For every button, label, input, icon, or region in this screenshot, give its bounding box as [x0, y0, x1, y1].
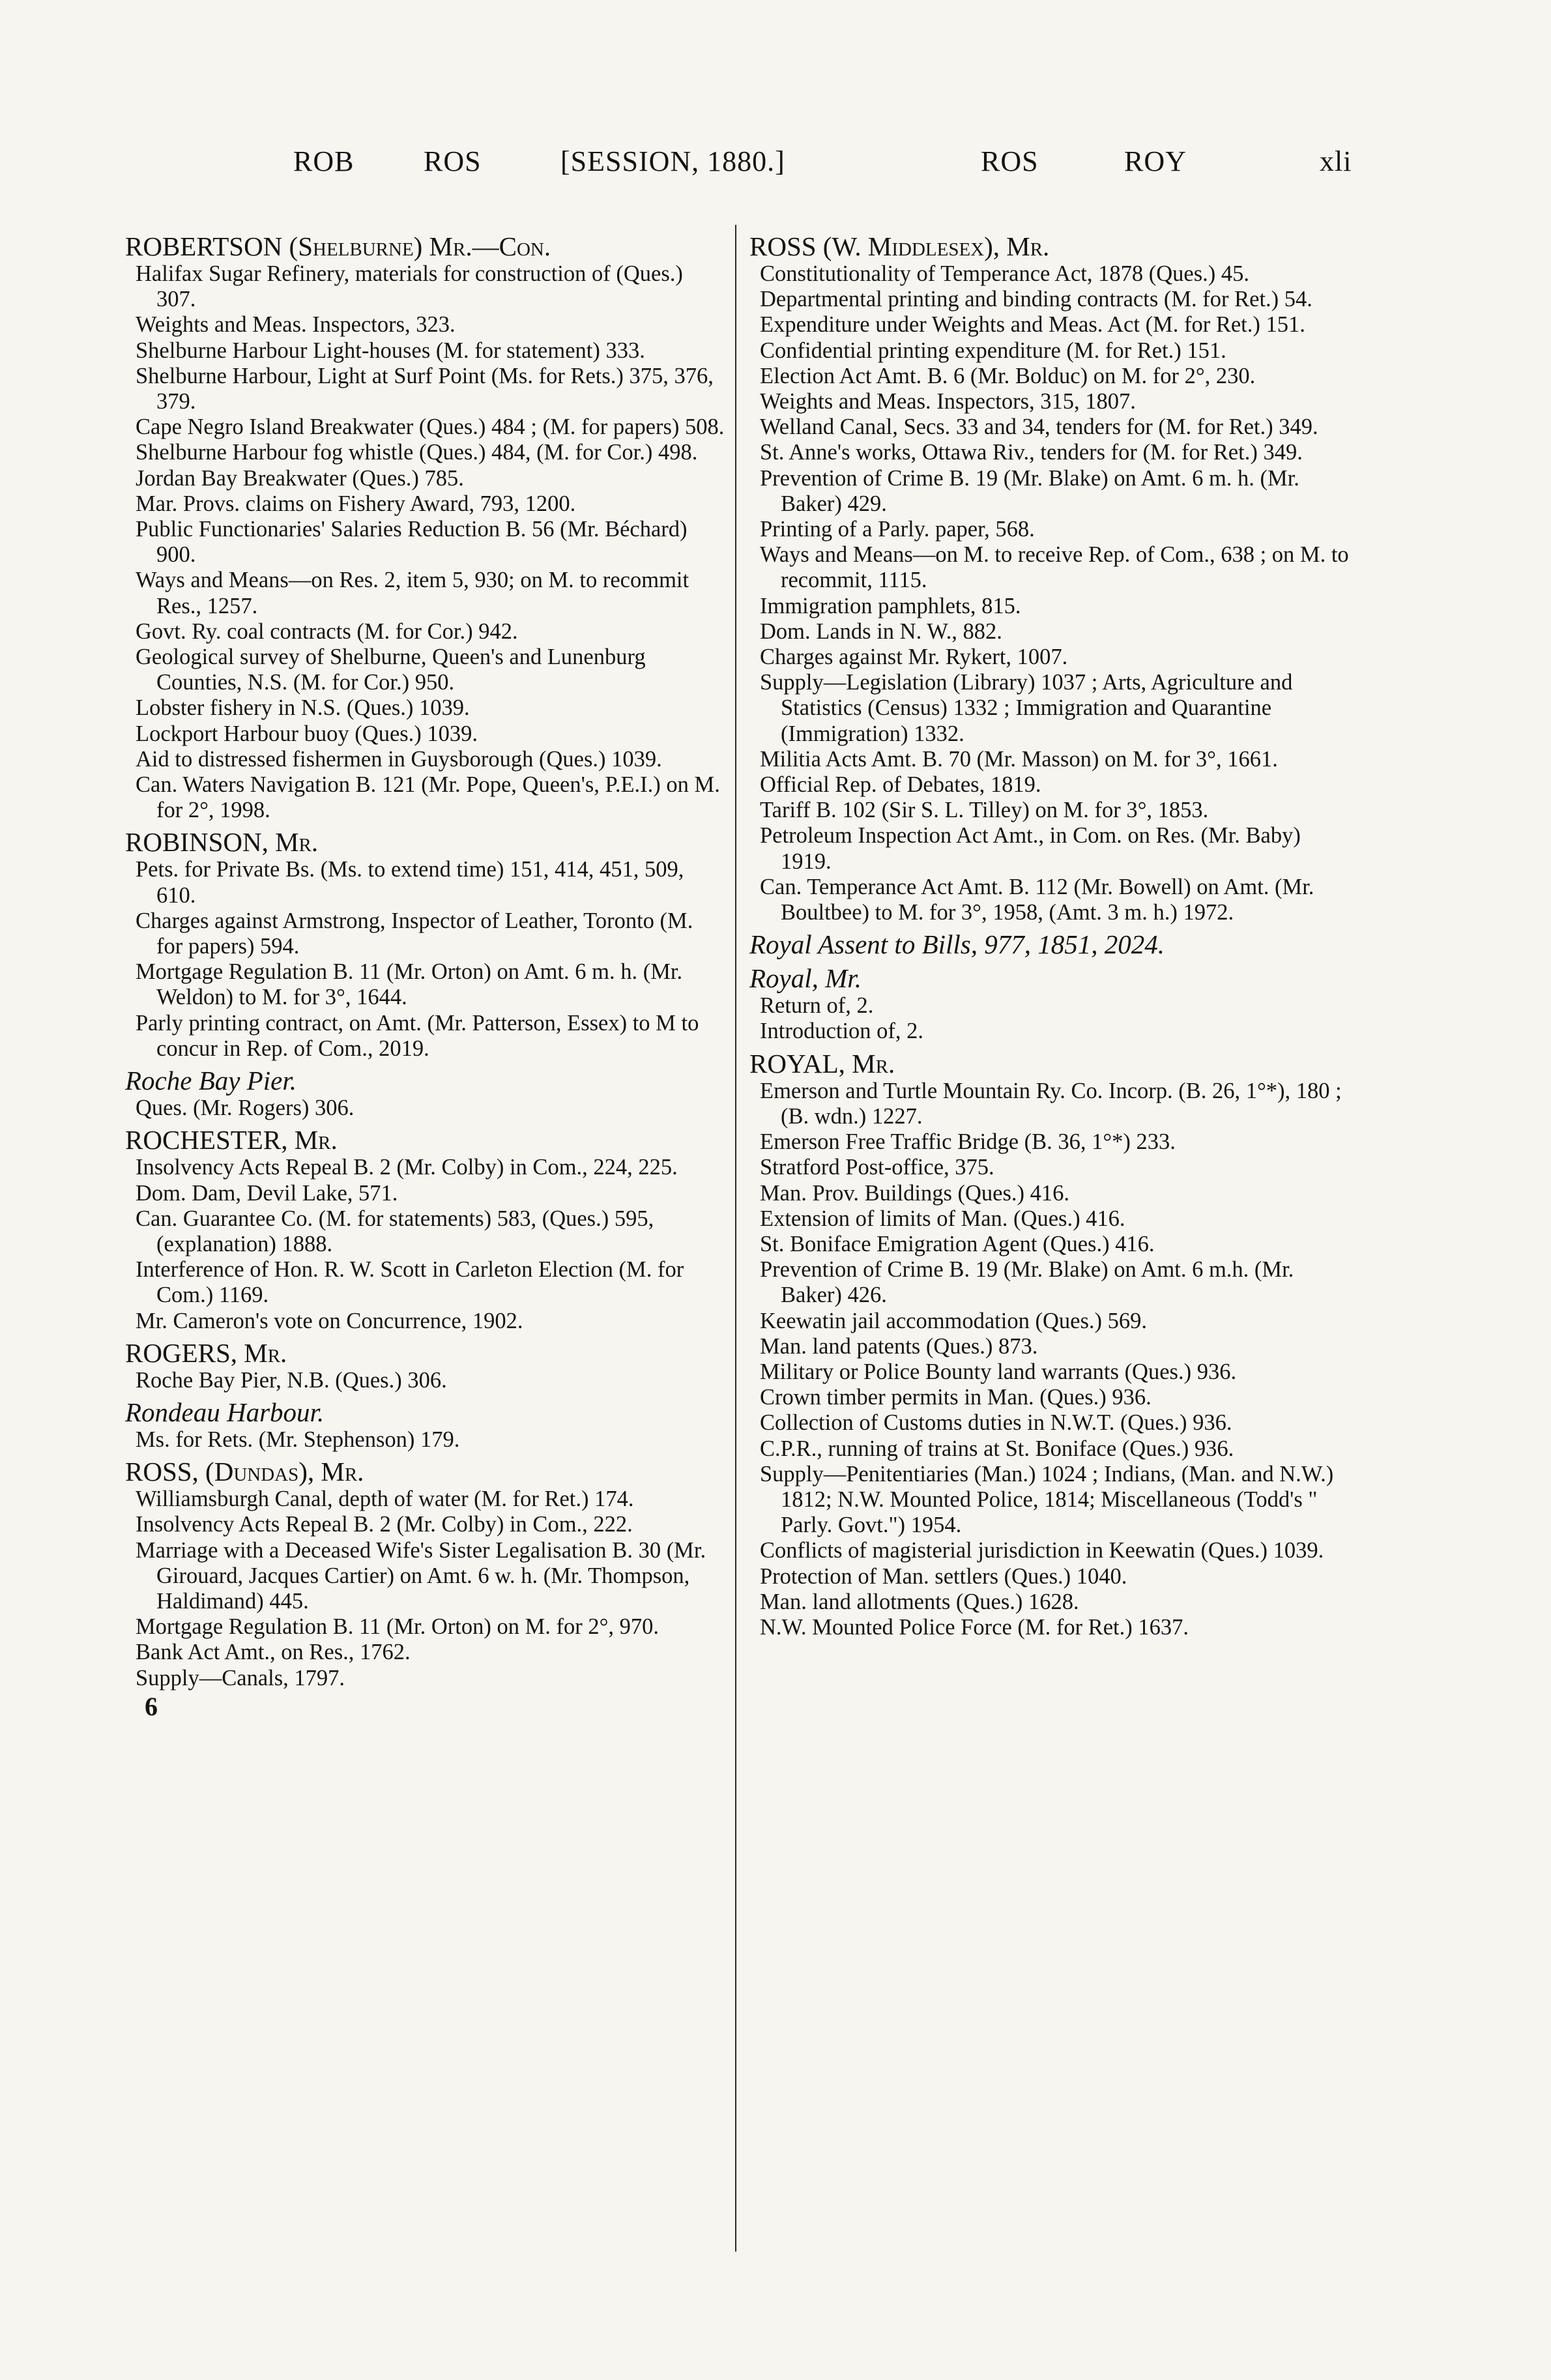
entry-subitem: Lockport Harbour buoy (Ques.) 1039. [136, 721, 478, 746]
entry-subitem: Militia Acts Amt. B. 70 (Mr. Masson) on M. for 3°, 1661. [760, 746, 1278, 772]
entry-subitem: Expenditure under Weights and Meas. Act (M. for Ret.) 151. [760, 312, 1305, 338]
entry-subitem: Public Functionaries' Salaries Reduction B. 56 (Mr. Béchard) 900. [136, 517, 688, 568]
index-entry-royal-mr [749, 1049, 1349, 1640]
entry-subitem: Supply—Canals, 1797. [136, 1665, 345, 1691]
entry-subitem: Emerson Free Traffic Bridge (B. 36, 1°*) 233. [760, 1129, 1176, 1155]
entry-subitem: Interference of Hon. R. W. Scott in Carleton Election (M. for Com.) 1169. [136, 1257, 684, 1308]
header-guide-left-end: ROS [424, 145, 482, 177]
entry-subitem: Can. Waters Navigation B. 121 (Mr. Pope, Queen's, P.E.I.) on M. for 2°, 1998. [136, 772, 720, 823]
entry-subitem: Introduction of, 2. [760, 1019, 924, 1044]
entry-subitem: Protection of Man. settlers (Ques.) 1040. [760, 1563, 1127, 1589]
entry-subitem: Ways and Means—on M. to receive Rep. of Com., 638 ; on M. to recommit, 1115. [760, 542, 1349, 593]
header-session: [SESSION, 1880.] [560, 145, 785, 177]
entry-subitem: Man. land patents (Ques.) 873. [760, 1333, 1038, 1359]
left-column [125, 231, 725, 1719]
entry-heading: ROSS, (Dundas), Mr. [125, 1457, 364, 1487]
entry-subitem: Constitutionality of Temperance Act, 1878 (Ques.) 45. [760, 261, 1250, 286]
entry-heading: ROGERS, Mr. [125, 1337, 287, 1368]
entry-subitem: Weights and Meas. Inspectors, 315, 1807. [760, 389, 1136, 414]
entry-subitem: Parly printing contract, on Amt. (Mr. Patterson, Essex) to M to concur in Rep. of Com., 2019. [136, 1010, 699, 1061]
entry-subitem: Crown timber permits in Man. (Ques.) 936. [760, 1385, 1152, 1410]
entry-subitem: Election Act Amt. B. 6 (Mr. Bolduc) on M. for 2°, 230. [760, 363, 1256, 388]
entry-subitem: Roche Bay Pier, N.B. (Ques.) 306. [136, 1367, 447, 1393]
entry-subitem: Military or Police Bounty land warrants (Ques.) 936. [760, 1359, 1237, 1384]
index-entry-rochester-mr [125, 1125, 725, 1333]
entry-subitem: Charges against Armstrong, Inspector of Leather, Toronto (M. for papers) 594. [136, 908, 693, 959]
entry-subitem: Lobster fishery in N.S. (Ques.) 1039. [136, 695, 470, 721]
entry-subitem: Prevention of Crime B. 19 (Mr. Blake) on Amt. 6 m.h. (Mr. Baker) 426. [760, 1257, 1294, 1308]
index-entry-ross-w-middlesex-mr [749, 231, 1349, 925]
entry-subitem: Williamsburgh Canal, depth of water (M. for Ret.) 174. [136, 1487, 634, 1512]
entry-subitem: Keewatin jail accommodation (Ques.) 569. [760, 1308, 1147, 1333]
entry-subitem: Welland Canal, Secs. 33 and 34, tenders for (M. for Ret.) 349. [760, 414, 1318, 440]
entry-subitem: Halifax Sugar Refinery, materials for construction of (Ques.) 307. [136, 261, 683, 312]
entry-subitem: Immigration pamphlets, 815. [760, 593, 1021, 618]
entry-subitem: Dom. Lands in N. W., 882. [760, 618, 1002, 644]
index-entry-ross-dundas-mr [125, 1457, 725, 1691]
entry-subitem: Insolvency Acts Repeal B. 2 (Mr. Colby) in Com., 222. [136, 1512, 633, 1537]
index-entry-robinson-mr [125, 827, 725, 1062]
index-entry-robertson-shelburne-mr-con [125, 231, 725, 823]
entry-subitem: Supply—Penitentiaries (Man.) 1024 ; Indians, (Man. and N.W.) 1812; N.W. Mounted Police, 1814; Miscellaneous (Todd's " Parly. Govt.") 1954. [760, 1461, 1334, 1538]
signature-mark: 6 [145, 1691, 158, 1721]
entry-subitem: Pets. for Private Bs. (Ms. to extend time) 151, 414, 451, 509, 610. [136, 857, 684, 908]
entry-heading: Roche Bay Pier. [125, 1066, 297, 1096]
entry-subitem: Man. Prov. Buildings (Ques.) 416. [760, 1180, 1069, 1206]
entry-subitem: Govt. Ry. coal contracts (M. for Cor.) 942. [136, 618, 518, 644]
entry-subitem: Weights and Meas. Inspectors, 323. [136, 312, 456, 338]
entry-subitem: C.P.R., running of trains at St. Boniface (Ques.) 936. [760, 1436, 1234, 1461]
entry-subitem: Ms. for Rets. (Mr. Stephenson) 179. [136, 1427, 460, 1452]
entry-subitem: Mortgage Regulation B. 11 (Mr. Orton) on Amt. 6 m. h. (Mr. Weldon) to M. for 3°, 1644. [136, 959, 683, 1010]
entry-subitem: Can. Guarantee Co. (M. for statements) 583, (Ques.) 595, (explanation) 1888. [136, 1206, 654, 1256]
entry-subitem: N.W. Mounted Police Force (M. for Ret.) 1637. [760, 1614, 1189, 1640]
entry-subitem: Petroleum Inspection Act Amt., in Com. on Res. (Mr. Baby) 1919. [760, 823, 1301, 874]
entry-heading: Royal Assent to Bills, 977, 1851, 2024. [749, 929, 1165, 960]
index-entry-rogers-mr [125, 1338, 725, 1393]
entry-heading: ROYAL, Mr. [749, 1048, 895, 1079]
entry-heading: Royal, Mr. [749, 963, 862, 994]
header-guide-right-start: ROS [981, 145, 1039, 177]
entry-heading: ROSS (W. Middlesex), Mr. [749, 231, 1050, 261]
entry-subitem: Charges against Mr. Rykert, 1007. [760, 645, 1068, 670]
running-header [293, 145, 1369, 190]
entry-subitem: Man. land allotments (Ques.) 1628. [760, 1589, 1079, 1614]
column-divider [735, 225, 736, 2252]
entry-subitem: Ques. (Mr. Rogers) 306. [136, 1096, 355, 1121]
entry-subitem: Bank Act Amt., on Res., 1762. [136, 1640, 411, 1665]
entry-subitem: Shelburne Harbour Light-houses (M. for statement) 333. [136, 338, 645, 363]
entry-subitem: Printing of a Parly. paper, 568. [760, 517, 1035, 542]
entry-subitem: Aid to distressed fishermen in Guysborough (Ques.) 1039. [136, 746, 662, 772]
entry-subitem: Mr. Cameron's vote on Concurrence, 1902. [136, 1308, 523, 1333]
entry-subitem: Dom. Dam, Devil Lake, 571. [136, 1180, 398, 1206]
entry-subitem: Return of, 2. [760, 993, 874, 1019]
entry-heading: ROBERTSON (Shelburne) Mr.—Con. [125, 231, 551, 261]
entry-subitem: Stratford Post-office, 375. [760, 1155, 994, 1180]
entry-subitem: Marriage with a Deceased Wife's Sister Legalisation B. 30 (Mr. Girouard, Jacques Cartier) on Amt. 6 w. h. (Mr. Thompson, Haldimand) 445. [136, 1537, 706, 1614]
entry-subitem: St. Boniface Emigration Agent (Ques.) 416. [760, 1231, 1155, 1256]
header-guide-right-end: ROY [1124, 145, 1187, 177]
entry-subitem: Official Rep. of Debates, 1819. [760, 772, 1041, 798]
entry-subitem: Collection of Customs duties in N.W.T. (Ques.) 936. [760, 1410, 1232, 1436]
entry-subitem: Shelburne Harbour fog whistle (Ques.) 484, (M. for Cor.) 498. [136, 440, 698, 465]
entry-subitem: Insolvency Acts Repeal B. 2 (Mr. Colby) in Com., 224, 225. [136, 1155, 678, 1180]
right-column [749, 231, 1349, 1642]
page-number: xli [1320, 145, 1352, 177]
entry-subitem: Mortgage Regulation B. 11 (Mr. Orton) on M. for 2°, 970. [136, 1614, 660, 1640]
entry-subitem: Geological survey of Shelburne, Queen's and Lunenburg Counties, N.S. (M. for Cor.) 950. [136, 645, 646, 695]
entry-subitem: Supply—Legislation (Library) 1037 ; Arts, Agriculture and Statistics (Census) 1332 ; Immigration and Quarantine (Immigration) 1332. [760, 670, 1293, 746]
index-entry-royal-mr [749, 963, 1349, 1044]
index-entry-royal-assent-to-bills-977-1851-2024 [749, 929, 1349, 959]
entry-subitem: Conflicts of magisterial jurisdiction in Keewatin (Ques.) 1039. [760, 1538, 1324, 1563]
entry-subitem: Departmental printing and binding contracts (M. for Ret.) 54. [760, 287, 1312, 312]
entry-heading: ROCHESTER, Mr. [125, 1125, 338, 1155]
entry-subitem: Confidential printing expenditure (M. for Ret.) 151. [760, 338, 1226, 363]
entry-subitem: Jordan Bay Breakwater (Ques.) 785. [136, 465, 464, 491]
index-entry-rondeau-harbour [125, 1397, 725, 1453]
entry-subitem: Can. Temperance Act Amt. B. 112 (Mr. Bowell) on Amt. (Mr. Boultbee) to M. for 3°, 1958, (Amt. 3 m. h.) 1972. [760, 874, 1314, 925]
entry-heading: Rondeau Harbour. [125, 1397, 325, 1427]
entry-subitem: Mar. Provs. claims on Fishery Award, 793, 1200. [136, 491, 576, 516]
header-guide-left-start: ROB [293, 145, 355, 177]
entry-subitem: Ways and Means—on Res. 2, item 5, 930; on M. to recommit Res., 1257. [136, 568, 689, 618]
index-entry-roche-bay-pier [125, 1066, 725, 1121]
entry-subitem: St. Anne's works, Ottawa Riv., tenders for (M. for Ret.) 349. [760, 440, 1303, 465]
entry-heading: ROBINSON, Mr. [125, 827, 319, 858]
entry-subitem: Tariff B. 102 (Sir S. L. Tilley) on M. for 3°, 1853. [760, 798, 1209, 823]
entry-subitem: Cape Negro Island Breakwater (Ques.) 484 ; (M. for papers) 508. [136, 414, 725, 440]
entry-subitem: Prevention of Crime B. 19 (Mr. Blake) on Amt. 6 m. h. (Mr. Baker) 429. [760, 465, 1299, 516]
entry-subitem: Emerson and Turtle Mountain Ry. Co. Incorp. (B. 26, 1°*), 180 ; (B. wdn.) 1227. [760, 1078, 1342, 1129]
entry-subitem: Shelburne Harbour, Light at Surf Point (Ms. for Rets.) 375, 376, 379. [136, 363, 714, 414]
entry-subitem: Extension of limits of Man. (Ques.) 416. [760, 1206, 1125, 1231]
